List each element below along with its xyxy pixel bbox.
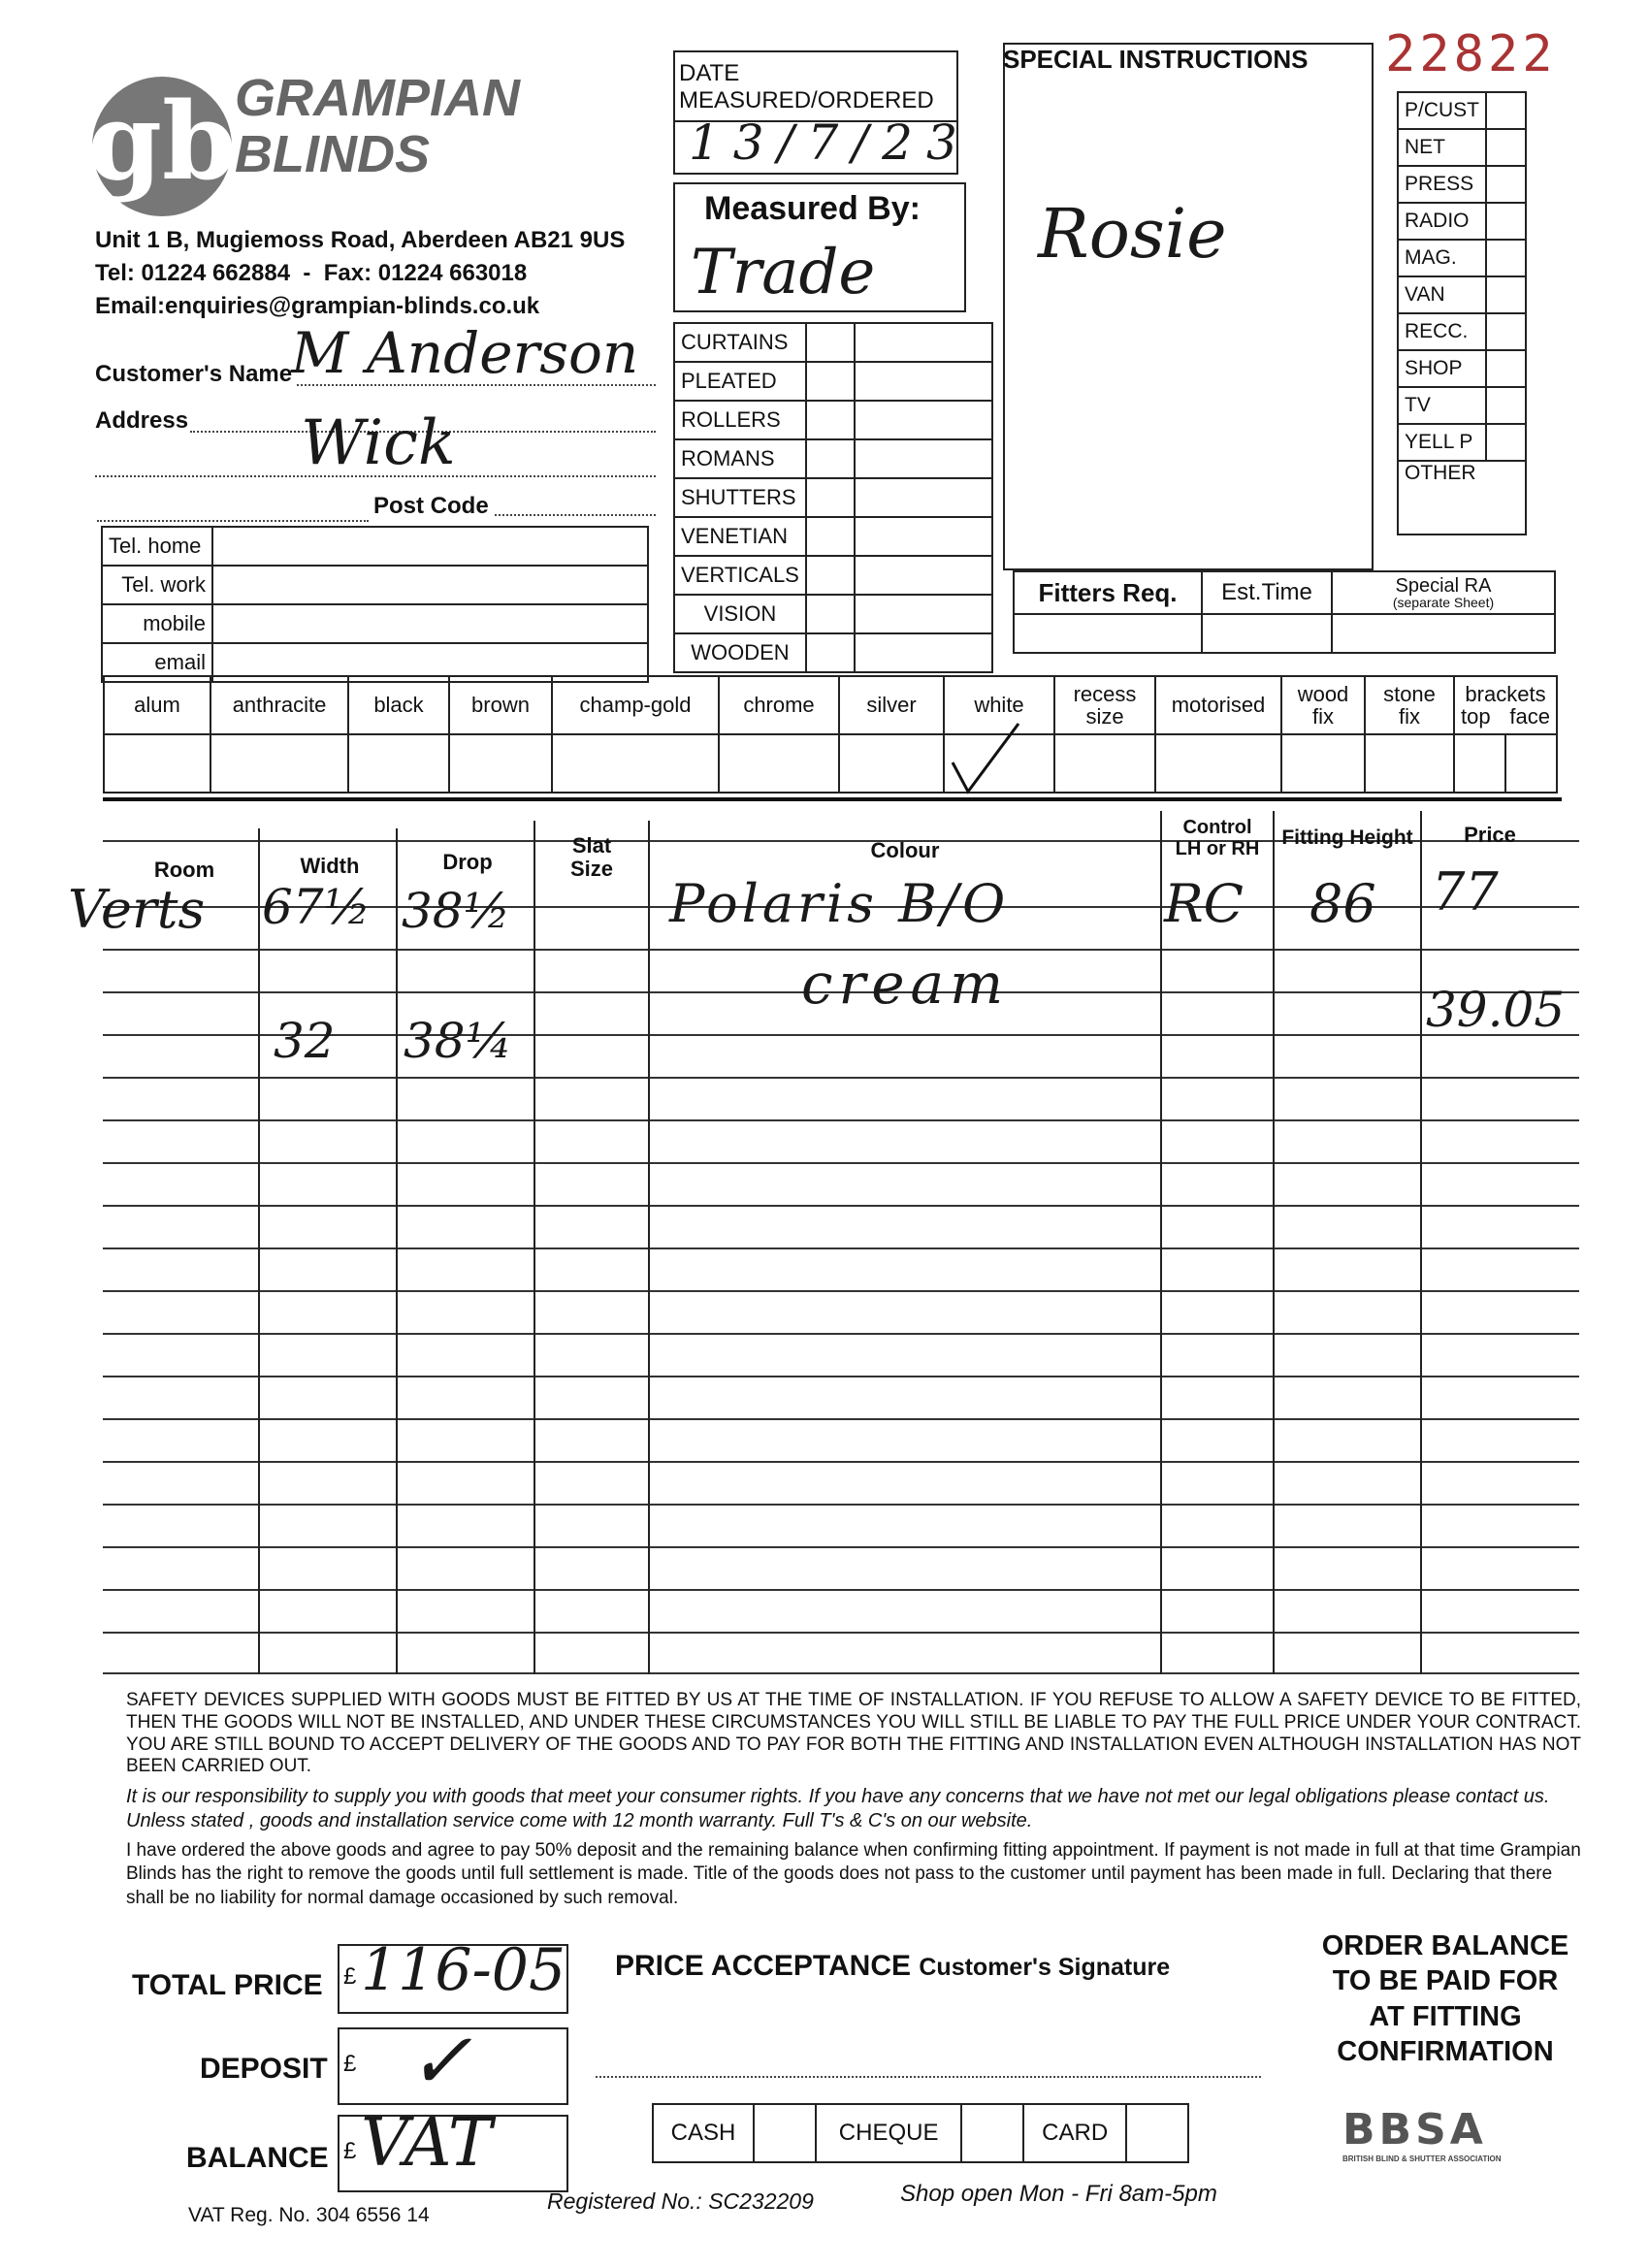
- source-check[interactable]: [1486, 240, 1526, 276]
- order-balance-line: ORDER BALANCE: [1321, 1930, 1569, 1961]
- source-label: TV: [1398, 387, 1486, 424]
- source-label: SHOP: [1398, 350, 1486, 387]
- product-table: [673, 322, 993, 673]
- header-slat-line2: Size: [569, 857, 614, 882]
- product-label: VERTICALS: [674, 556, 806, 595]
- header-fitting: Fitting Height: [1281, 826, 1413, 849]
- terms-rights: It is our responsibility to supply you with goods that meet your consumer rights. If you have any concerns that we have not met our legal obligations please contact us. Unless stated , goods and installation service come with 12 month warranty. Full T's & C's on our website.: [126, 1786, 1550, 1831]
- source-check[interactable]: [1486, 166, 1526, 203]
- product-check[interactable]: [806, 439, 855, 478]
- order-balance-line: AT FITTING: [1369, 2000, 1522, 2032]
- row2-colour[interactable]: cream: [801, 951, 1010, 1017]
- product-qty[interactable]: [855, 401, 992, 439]
- header-colour: Colour: [870, 838, 940, 862]
- product-qty[interactable]: [855, 362, 992, 401]
- total-price-value[interactable]: 116-05: [361, 1936, 566, 2004]
- col-divider: [258, 828, 260, 1674]
- option-brown: brown: [449, 676, 552, 734]
- total-currency: £: [343, 1963, 357, 1990]
- logo-letters: gb: [89, 79, 235, 204]
- fitters-req-label: Fitters Req.: [1014, 571, 1202, 614]
- recess-line1: recess: [1073, 681, 1137, 706]
- fitters-table: [1013, 570, 1556, 654]
- product-label: CURTAINS: [674, 323, 806, 362]
- option-check[interactable]: [1054, 734, 1155, 793]
- brackets-top: top: [1461, 704, 1491, 729]
- phone-field[interactable]: [212, 566, 648, 604]
- form-number: 22822: [1385, 25, 1557, 83]
- company-address: Unit 1 B, Mugiemoss Road, Aberdeen AB21 9US: [95, 227, 626, 253]
- product-check[interactable]: [806, 478, 855, 517]
- customer-name-label: Customer's Name: [95, 361, 293, 387]
- special-ra-field[interactable]: [1332, 614, 1555, 653]
- row1-drop[interactable]: 38½: [402, 883, 511, 939]
- option-black: black: [348, 676, 449, 734]
- product-check[interactable]: [806, 401, 855, 439]
- option-check[interactable]: [719, 734, 839, 793]
- option-recess-size: [1054, 676, 1155, 734]
- col-divider: [1420, 811, 1422, 1674]
- payment-cheque: CHEQUE: [816, 2104, 961, 2162]
- col-divider: [1273, 811, 1275, 1674]
- options-table: [103, 675, 1558, 794]
- order-balance-note: [1290, 1928, 1600, 2069]
- option-brackets: [1454, 676, 1557, 734]
- payment-card-check[interactable]: [1126, 2104, 1188, 2162]
- option-check[interactable]: [348, 734, 449, 793]
- product-check[interactable]: [806, 595, 855, 633]
- address-label: Address: [95, 407, 189, 434]
- total-price-label: TOTAL PRICE: [132, 1969, 323, 2001]
- row1-room[interactable]: Verts: [68, 879, 206, 940]
- header-control-line1: Control: [1182, 817, 1252, 838]
- source-check[interactable]: [1486, 350, 1526, 387]
- source-label: VAN: [1398, 276, 1486, 313]
- phone-field[interactable]: [212, 527, 648, 566]
- company-email: Email:enquiries@grampian-blinds.co.uk: [95, 293, 540, 319]
- header-room: Room: [153, 858, 215, 882]
- product-check[interactable]: [806, 362, 855, 401]
- product-qty[interactable]: [855, 323, 992, 362]
- product-check[interactable]: [806, 517, 855, 556]
- col-divider: [396, 828, 398, 1674]
- address-value[interactable]: Wick: [301, 407, 456, 479]
- header-width: Width: [300, 854, 360, 878]
- source-check[interactable]: [1486, 313, 1526, 350]
- product-qty[interactable]: [855, 517, 992, 556]
- brackets-face: face: [1509, 704, 1550, 729]
- row3-drop[interactable]: 38¼: [404, 1013, 513, 1069]
- source-table: [1397, 91, 1527, 535]
- deposit-value[interactable]: ✓: [407, 2016, 473, 2106]
- option-check[interactable]: [449, 734, 552, 793]
- header-drop: Drop: [442, 850, 493, 874]
- header-slat-line1: Slat: [571, 833, 612, 858]
- header-price: Price: [1464, 823, 1516, 847]
- header-slat: [535, 834, 648, 881]
- product-label: ROLLERS: [674, 401, 806, 439]
- company-name-line2: BLINDS: [235, 125, 430, 183]
- row1-fitting[interactable]: 86: [1310, 873, 1376, 934]
- product-qty[interactable]: [855, 595, 992, 633]
- col-divider: [648, 821, 650, 1674]
- special-instructions-label: SPECIAL INSTRUCTIONS: [1003, 45, 1309, 74]
- option-white: white: [944, 676, 1054, 734]
- wood-line2: fix: [1312, 704, 1334, 729]
- customer-name-value[interactable]: M Anderson: [291, 320, 639, 386]
- col-divider: [1160, 811, 1162, 1674]
- option-alum: alum: [104, 676, 210, 734]
- source-check[interactable]: [1486, 129, 1526, 166]
- postcode-label: Post Code: [373, 493, 489, 519]
- measured-by-label: Measured By:: [704, 190, 921, 227]
- balance-currency: £: [343, 2138, 357, 2164]
- special-ra-label: [1332, 571, 1555, 614]
- row3-width[interactable]: 32: [274, 1013, 336, 1069]
- date-label-line1: DATE: [679, 60, 740, 86]
- source-check[interactable]: [1486, 276, 1526, 313]
- option-wood-fix: [1281, 676, 1365, 734]
- source-check[interactable]: [1486, 424, 1526, 461]
- order-balance-line: CONFIRMATION: [1337, 2035, 1554, 2067]
- source-check[interactable]: [1486, 387, 1526, 424]
- brackets-label: brackets: [1465, 681, 1546, 706]
- option-stone-fix: [1365, 676, 1454, 734]
- terms-deposit: I have ordered the above goods and agree to pay 50% deposit and the remaining balance when confirming fitting appointment. If payment is not made in full at that time Grampian Blinds has the right to remove the goods until full settlement is made. Title of the goods does not pass to the customer until payment has been made in full. Declaring that there shall be no liability for normal damage occasioned by such removal.: [126, 1840, 1581, 1908]
- stone-line2: fix: [1399, 704, 1420, 729]
- phone-label: Tel. work: [102, 566, 212, 604]
- special-ra-note: (separate Sheet): [1392, 595, 1495, 610]
- option-check[interactable]: [1281, 734, 1365, 793]
- option-champ-gold: champ-gold: [552, 676, 719, 734]
- product-label: SHUTTERS: [674, 478, 806, 517]
- signature-line[interactable]: [596, 2076, 1261, 2078]
- source-label: PRESS: [1398, 166, 1486, 203]
- option-anthracite: anthracite: [210, 676, 348, 734]
- company-name-line1: GRAMPIAN: [235, 69, 520, 127]
- product-label: WOODEN: [674, 633, 806, 672]
- source-label: RADIO: [1398, 203, 1486, 240]
- product-label: PLEATED: [674, 362, 806, 401]
- option-check[interactable]: [552, 734, 719, 793]
- product-check[interactable]: [806, 556, 855, 595]
- measured-by-value[interactable]: Trade: [691, 237, 876, 308]
- payment-cheque-check[interactable]: [961, 2104, 1023, 2162]
- company-logo: [89, 74, 235, 219]
- customer-signature-label: Customer's Signature: [919, 1954, 1171, 1981]
- product-label: VISION: [674, 595, 806, 633]
- special-instructions-value[interactable]: Rosie: [1038, 194, 1227, 274]
- product-qty[interactable]: [855, 439, 992, 478]
- header-control: [1160, 817, 1275, 859]
- source-label: NET: [1398, 129, 1486, 166]
- payment-card: CARD: [1023, 2104, 1126, 2162]
- stone-line1: stone: [1383, 681, 1436, 706]
- phone-field[interactable]: [212, 604, 648, 643]
- product-qty[interactable]: [855, 633, 992, 672]
- shop-hours: Shop open Mon - Fri 8am-5pm: [900, 2181, 1217, 2207]
- bbsa-mark: BBSA: [1342, 2105, 1487, 2155]
- source-label: P/CUST: [1398, 92, 1486, 129]
- source-label: OTHER: [1398, 461, 1526, 535]
- col-divider: [534, 821, 535, 1674]
- source-check[interactable]: [1486, 203, 1526, 240]
- est-time-label: Est.Time: [1202, 571, 1332, 614]
- phone-label: email: [102, 643, 212, 682]
- option-check[interactable]: [1365, 734, 1454, 793]
- deposit-currency: £: [343, 2051, 357, 2077]
- vat-reg: VAT Reg. No. 304 6556 14: [188, 2204, 430, 2226]
- wood-line1: wood: [1297, 681, 1349, 706]
- option-chrome: chrome: [719, 676, 839, 734]
- phone-label: mobile: [102, 604, 212, 643]
- payment-cash-check[interactable]: [754, 2104, 816, 2162]
- product-qty[interactable]: [855, 478, 992, 517]
- source-label: YELL P: [1398, 424, 1486, 461]
- product-check[interactable]: [806, 323, 855, 362]
- row1-price[interactable]: 77: [1432, 861, 1499, 923]
- option-check[interactable]: [1454, 734, 1505, 793]
- bbsa-sub: BRITISH BLIND & SHUTTER ASSOCIATION: [1342, 2155, 1502, 2163]
- price-acceptance-label: PRICE ACCEPTANCE: [615, 1950, 912, 1982]
- option-check[interactable]: [104, 734, 210, 793]
- balance-value[interactable]: VAT: [361, 2105, 493, 2182]
- bbsa-logo: [1342, 2105, 1575, 2163]
- source-label: MAG.: [1398, 240, 1486, 276]
- fitters-req-field[interactable]: [1014, 614, 1202, 653]
- product-qty[interactable]: [855, 556, 992, 595]
- option-check[interactable]: [210, 734, 348, 793]
- source-label: RECC.: [1398, 313, 1486, 350]
- terms-safety: SAFETY DEVICES SUPPLIED WITH GOODS MUST BE FITTED BY US AT THE TIME OF INSTALLATION. IF YOU REFUSE TO ALLOW A SAFETY DEVICE TO BE FITTED, THEN THE GOODS WILL NOT BE INSTALLED, AND UNDER THESE CIRCUMSTANCES YOU WILL STILL BE LIABLE TO PAY THE FULL PRICE UNDER YOUR CONTRACT. YOU ARE STILL BOUND TO ACCEPT DELIVERY OF THE GOODS AND TO PAY FOR BOTH THE FITTING AND INSTALLATION EVEN ALTHOUGH INSTALLATION HAS NOT BEEN CARRIED OUT.: [126, 1690, 1581, 1777]
- est-time-field[interactable]: [1202, 614, 1332, 653]
- option-silver: silver: [839, 676, 944, 734]
- white-check-mark: [947, 720, 1024, 797]
- option-check[interactable]: [1505, 734, 1557, 793]
- source-check[interactable]: [1486, 92, 1526, 129]
- phone-table: [101, 526, 649, 683]
- payment-cash: CASH: [653, 2104, 754, 2162]
- special-ra-title: Special RA: [1395, 575, 1492, 597]
- product-label: ROMANS: [674, 439, 806, 478]
- recess-line2: size: [1085, 704, 1124, 729]
- balance-label: BALANCE: [186, 2142, 329, 2174]
- special-instructions-box[interactable]: [1003, 43, 1374, 570]
- price-acceptance: [615, 1950, 1170, 1983]
- option-check[interactable]: [1155, 734, 1281, 793]
- date-label-line2: MEASURED/ORDERED: [679, 87, 934, 113]
- product-check[interactable]: [806, 633, 855, 672]
- option-check[interactable]: [839, 734, 944, 793]
- postcode-line-left: [97, 520, 369, 522]
- row1-control[interactable]: RC: [1164, 873, 1244, 934]
- deposit-label: DEPOSIT: [200, 2053, 328, 2085]
- row1-colour[interactable]: Polaris B/O: [669, 873, 1010, 934]
- row3-price[interactable]: 39.05: [1426, 982, 1566, 1038]
- phone-label: Tel. home: [102, 527, 212, 566]
- company-tel-fax: Tel: 01224 662884 - Fax: 01224 663018: [95, 260, 528, 286]
- order-balance-line: TO BE PAID FOR: [1332, 1965, 1559, 1997]
- registered-no: Registered No.: SC232209: [547, 2188, 814, 2214]
- product-label: VENETIAN: [674, 517, 806, 556]
- payment-table: [652, 2103, 1189, 2163]
- option-motorised: motorised: [1155, 676, 1281, 734]
- header-control-line2: LH or RH: [1175, 838, 1260, 859]
- date-value[interactable]: 13/7/23: [689, 114, 971, 171]
- row1-width[interactable]: 67½: [262, 879, 372, 935]
- postcode-line-right: [495, 514, 656, 516]
